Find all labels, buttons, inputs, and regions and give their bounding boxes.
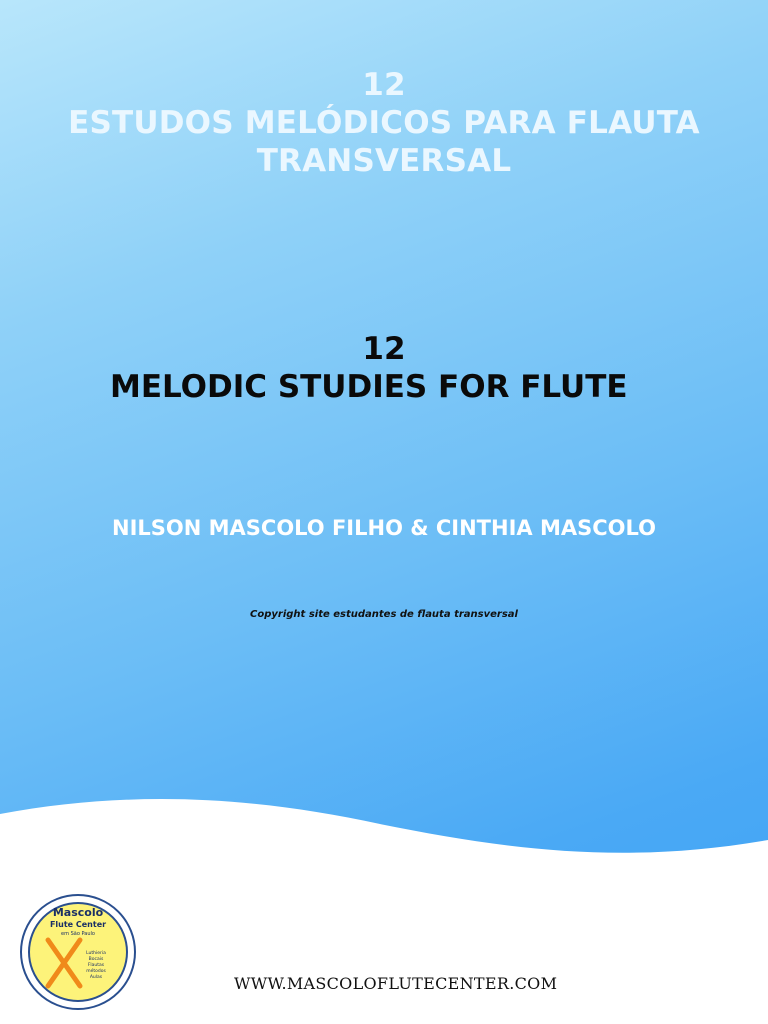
logo-line-3: em São Paulo — [61, 931, 95, 937]
mascolo-flute-center-logo — [18, 892, 138, 1012]
title-portuguese — [0, 66, 768, 180]
logo-service-2: Bocais — [88, 957, 104, 962]
title-en-number: 12 — [362, 331, 406, 367]
logo-service-5: Aulas — [89, 975, 103, 980]
title-english — [0, 330, 768, 406]
logo-line-2: Flute Center — [49, 920, 107, 929]
title-pt-number: 12 — [362, 67, 406, 103]
copyright-notice: Copyright site estudantes de flauta transversal — [250, 609, 518, 620]
logo-service-1: Luthieria — [86, 951, 106, 956]
logo-line-1: Mascolo — [52, 906, 104, 919]
logo-service-4: métodos — [86, 969, 106, 974]
logo-service-3: Flautas — [87, 963, 105, 968]
website-url: WWW.MASCOLOFLUTECENTER.COM — [234, 974, 558, 993]
authors: NILSON MASCOLO FILHO & CINTHIA MASCOLO — [112, 516, 656, 540]
title-pt-line-1: ESTUDOS MELÓDICOS PARA FLAUTA — [68, 105, 700, 141]
logo-badge — [18, 892, 138, 1012]
title-pt-line-2: TRANSVERSAL — [256, 143, 512, 179]
title-en-line: MELODIC STUDIES FOR FLUTE — [110, 369, 628, 405]
